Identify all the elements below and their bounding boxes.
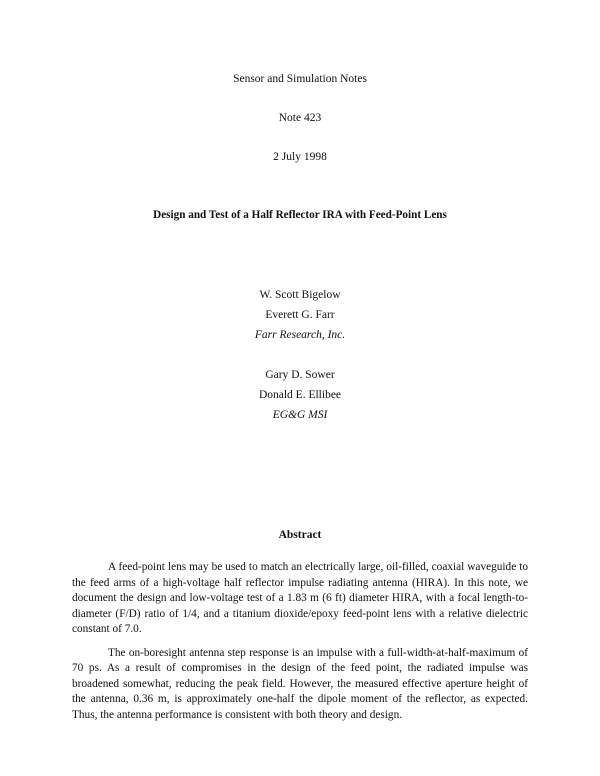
- abstract-paragraph-2: The on-boresight antenna step response is an impulse with a full-width-at-half-maximum of 70 ps. As a result of compromises in the design of the feed point, the radiated impulse was broadened somewhat, reducing the peak field. However, the measured effective aperture height of the antenna, 0.36 m, is approximately one-half the dipole moment of the reflector, as expected. Thus, the antenna performance is consistent with both theory and design.: [72, 646, 528, 721]
- abstract-body: [72, 560, 528, 723]
- affiliation-farr-research: Farr Research, Inc.: [254, 329, 346, 341]
- author-farr: Everett G. Farr: [265, 309, 335, 321]
- note-number: Note 423: [278, 112, 322, 124]
- affiliation-egg-msi: EG&G MSI: [272, 409, 328, 421]
- abstract-paragraph-1: A feed-point lens may be used to match an electrically large, oil-filled, coaxial waveguide to the feed arms of a high-voltage half reflector impulse radiating antenna (HIRA). In this note, we document the design and low-voltage test of a 1.83 m (6 ft) diameter HIRA, with a focal length-to-diameter (F/D) ratio of 1/4, and a titanium dioxide/epoxy feed-point lens with a relative dielectric constant of 7.0.: [72, 561, 528, 635]
- paper-title: Design and Test of a Half Reflector IRA with Feed-Point Lens: [153, 209, 447, 221]
- author-sower: Gary D. Sower: [265, 369, 335, 381]
- author-ellibee: Donald E. Ellibee: [258, 389, 342, 401]
- publication-date: 2 July 1998: [273, 151, 327, 163]
- abstract-heading: Abstract: [278, 529, 322, 541]
- series-name: Sensor and Simulation Notes: [233, 73, 367, 85]
- author-bigelow: W. Scott Bigelow: [259, 289, 341, 301]
